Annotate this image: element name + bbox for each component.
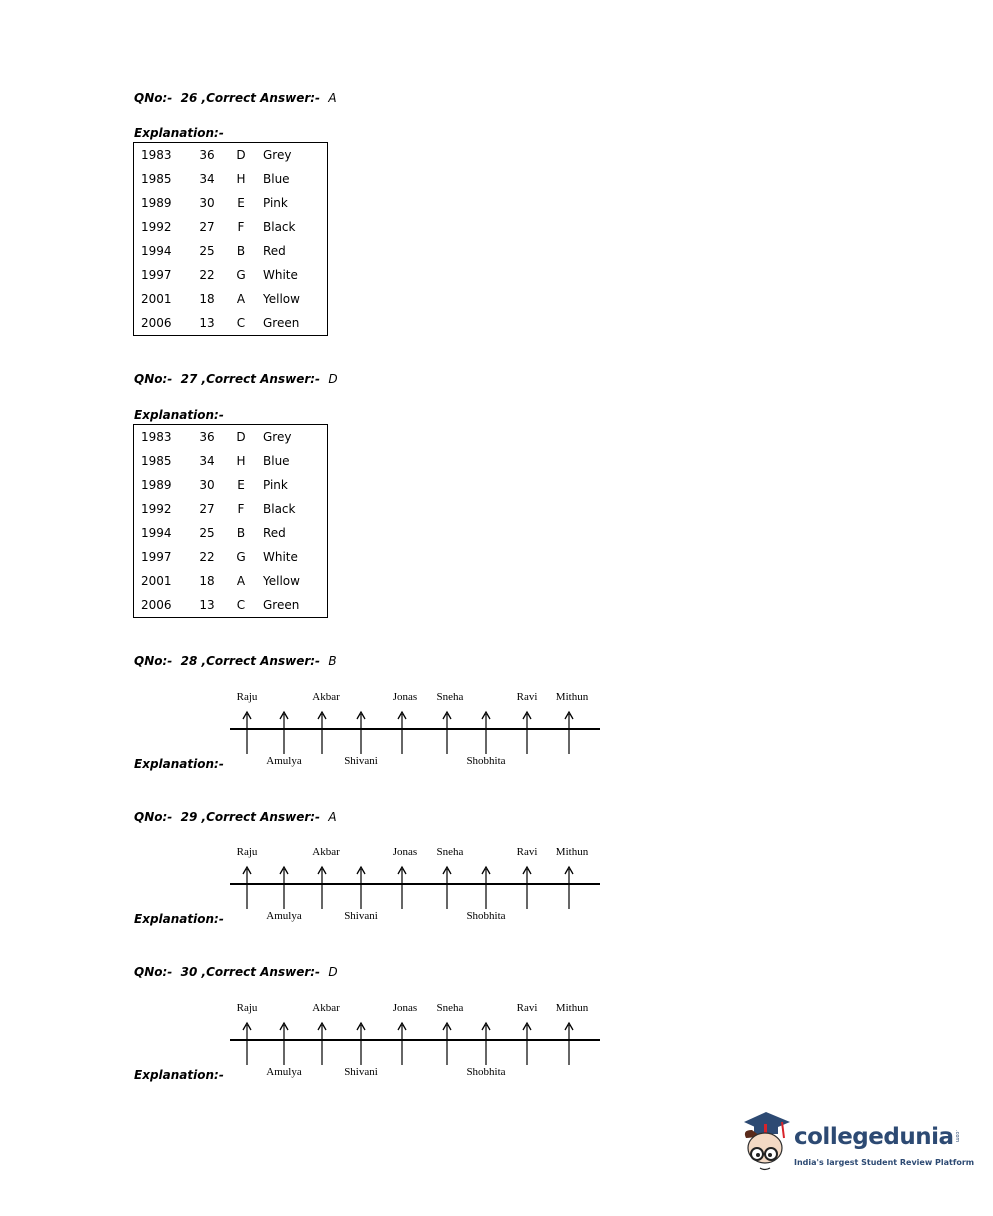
up-arrow: [523, 1023, 531, 1065]
table-row: [134, 593, 328, 618]
correct-answer-label: ,Correct Answer:-: [201, 372, 321, 386]
year-cell: 1983: [141, 148, 172, 162]
year-cell: 1997: [141, 550, 172, 564]
correct-answer-label: ,Correct Answer:-: [201, 654, 321, 668]
person-label-top: Sneha: [436, 1002, 464, 1014]
number-cell: 25: [199, 244, 215, 258]
person-label-top: Akbar: [312, 691, 340, 703]
correct-answer-value: B: [328, 654, 337, 668]
color-cell: Grey: [263, 430, 292, 444]
correct-answer-value: D: [328, 965, 338, 979]
question-30-header: [134, 965, 338, 979]
letter-cell: E: [237, 196, 245, 210]
number-cell: 25: [199, 526, 215, 540]
up-arrow: [565, 867, 573, 909]
person-label-top: Jonas: [392, 1002, 418, 1014]
number-cell: 36: [199, 430, 215, 444]
up-arrow: [523, 867, 531, 909]
table-row: [134, 287, 328, 311]
question-number: 27: [180, 372, 198, 386]
person-label-top: Raju: [236, 691, 258, 703]
letter-cell: D: [236, 148, 246, 162]
question-28-header: [134, 654, 337, 668]
year-cell: 1985: [141, 454, 172, 468]
correct-answer-value: A: [328, 91, 337, 105]
color-cell: Red: [263, 526, 286, 540]
year-cell: 1985: [141, 172, 172, 186]
table-row: [134, 569, 328, 593]
person-label-bottom: Amulya: [266, 1066, 302, 1078]
letter-cell: D: [236, 430, 246, 444]
question-number: 29: [180, 810, 198, 824]
qno-label: QNo:-: [134, 654, 173, 668]
year-cell: 2001: [141, 574, 172, 588]
correct-answer-label: ,Correct Answer:-: [201, 965, 321, 979]
up-arrow: [280, 712, 288, 754]
person-label-bottom: Shivani: [344, 910, 378, 922]
up-arrow: [243, 1023, 251, 1065]
up-arrow: [443, 1023, 451, 1065]
person-label-top: Sneha: [436, 846, 464, 858]
up-arrow: [318, 1023, 326, 1065]
number-cell: 18: [199, 574, 215, 588]
person-label-top: Raju: [236, 1002, 258, 1014]
explanation-label: Explanation:-: [134, 757, 224, 771]
seating-line-diagram: [220, 688, 610, 778]
color-cell: Pink: [263, 196, 288, 210]
year-cell: 1983: [141, 430, 172, 444]
explanation-table: [133, 424, 328, 618]
color-cell: Black: [263, 502, 296, 516]
letter-cell: G: [236, 550, 246, 564]
color-cell: White: [263, 550, 298, 564]
number-cell: 22: [199, 268, 215, 282]
correct-answer-label: ,Correct Answer:-: [201, 91, 321, 105]
letter-cell: C: [236, 316, 246, 330]
correct-answer-label: ,Correct Answer:-: [201, 810, 321, 824]
up-arrow: [482, 712, 490, 754]
question-26-header: [134, 91, 337, 105]
explanation-label: Explanation:-: [134, 912, 224, 926]
color-cell: Blue: [263, 454, 290, 468]
question-27-header: [134, 372, 338, 386]
letter-cell: G: [236, 268, 246, 282]
up-arrow: [398, 1023, 406, 1065]
table-row: [134, 449, 328, 473]
color-cell: White: [263, 268, 298, 282]
up-arrow: [318, 712, 326, 754]
up-arrow: [243, 712, 251, 754]
person-label-top: Jonas: [392, 691, 418, 703]
correct-answer-value: A: [328, 810, 337, 824]
person-label-bottom: Amulya: [266, 910, 302, 922]
person-label-top: Raju: [236, 846, 258, 858]
year-cell: 1994: [141, 244, 172, 258]
logo-domain-suffix: .com: [954, 1130, 960, 1143]
color-cell: Green: [263, 598, 300, 612]
table-row: [134, 239, 328, 263]
up-arrow: [443, 712, 451, 754]
qno-label: QNo:-: [134, 810, 173, 824]
color-cell: Yellow: [263, 292, 300, 306]
table-row: [134, 143, 328, 168]
number-cell: 30: [199, 478, 215, 492]
up-arrow: [280, 867, 288, 909]
year-cell: 2001: [141, 292, 172, 306]
table-row: [134, 311, 328, 336]
up-arrow: [357, 1023, 365, 1065]
person-label-bottom: Shobhita: [466, 755, 506, 767]
color-cell: Yellow: [263, 574, 300, 588]
number-cell: 18: [199, 292, 215, 306]
table-row: [134, 545, 328, 569]
question-number: 30: [180, 965, 198, 979]
up-arrow: [243, 867, 251, 909]
logo-tagline: India's largest Student Review Platform: [794, 1158, 975, 1167]
year-cell: 1997: [141, 268, 172, 282]
letter-cell: H: [236, 454, 246, 468]
year-cell: 1989: [141, 196, 172, 210]
person-label-bottom: Amulya: [266, 755, 302, 767]
year-cell: 1992: [141, 502, 172, 516]
explanation-table: [133, 142, 328, 336]
up-arrow: [318, 867, 326, 909]
person-label-top: Mithun: [555, 846, 589, 858]
up-arrow: [398, 712, 406, 754]
up-arrow: [398, 867, 406, 909]
question-number: 26: [180, 91, 198, 105]
number-cell: 13: [199, 316, 215, 330]
table-row: [134, 263, 328, 287]
table-row: [134, 497, 328, 521]
table-row: [134, 191, 328, 215]
explanation-label: Explanation:-: [134, 1068, 224, 1082]
year-cell: 1989: [141, 478, 172, 492]
table-row: [134, 167, 328, 191]
color-cell: Black: [263, 220, 296, 234]
qno-label: QNo:-: [134, 91, 173, 105]
table-row: [134, 215, 328, 239]
seating-line-diagram: [220, 999, 610, 1089]
up-arrow: [482, 867, 490, 909]
person-label-top: Ravi: [516, 846, 538, 858]
explanation-label: Explanation:-: [134, 126, 224, 140]
mascot-icon: [738, 1108, 794, 1178]
correct-answer-value: D: [328, 372, 338, 386]
up-arrow: [565, 712, 573, 754]
person-label-top: Ravi: [516, 1002, 538, 1014]
number-cell: 30: [199, 196, 215, 210]
question-29-header: [134, 810, 337, 824]
table-row: [134, 473, 328, 497]
up-arrow: [523, 712, 531, 754]
explanation-label: Explanation:-: [134, 408, 224, 422]
person-label-top: Sneha: [436, 691, 464, 703]
color-cell: Pink: [263, 478, 288, 492]
letter-cell: F: [237, 502, 245, 516]
person-label-top: Akbar: [312, 846, 340, 858]
number-cell: 34: [199, 172, 215, 186]
up-arrow: [565, 1023, 573, 1065]
number-cell: 34: [199, 454, 215, 468]
number-cell: 27: [199, 220, 215, 234]
letter-cell: H: [236, 172, 246, 186]
table-row: [134, 521, 328, 545]
qno-label: QNo:-: [134, 965, 173, 979]
table-row: [134, 425, 328, 450]
number-cell: 27: [199, 502, 215, 516]
up-arrow: [482, 1023, 490, 1065]
person-label-top: Ravi: [516, 691, 538, 703]
up-arrow: [357, 867, 365, 909]
letter-cell: B: [236, 244, 246, 258]
seating-line-diagram: [220, 843, 610, 933]
year-cell: 2006: [141, 598, 172, 612]
letter-cell: F: [237, 220, 245, 234]
year-cell: 1992: [141, 220, 172, 234]
collegedunia-logo[interactable]: [738, 1108, 975, 1178]
up-arrow: [443, 867, 451, 909]
year-cell: 2006: [141, 316, 172, 330]
letter-cell: E: [237, 478, 245, 492]
person-label-bottom: Shobhita: [466, 910, 506, 922]
logo-brand-text: collegedunia: [794, 1124, 954, 1150]
up-arrow: [280, 1023, 288, 1065]
letter-cell: C: [236, 598, 246, 612]
year-cell: 1994: [141, 526, 172, 540]
person-label-top: Akbar: [312, 1002, 340, 1014]
person-label-top: Jonas: [392, 846, 418, 858]
color-cell: Grey: [263, 148, 292, 162]
letter-cell: B: [236, 526, 246, 540]
person-label-bottom: Shobhita: [466, 1066, 506, 1078]
question-number: 28: [180, 654, 198, 668]
qno-label: QNo:-: [134, 372, 173, 386]
number-cell: 36: [199, 148, 215, 162]
number-cell: 22: [199, 550, 215, 564]
color-cell: Green: [263, 316, 300, 330]
letter-cell: A: [236, 574, 246, 588]
person-label-top: Mithun: [555, 1002, 589, 1014]
color-cell: Red: [263, 244, 286, 258]
letter-cell: A: [236, 292, 246, 306]
person-label-top: Mithun: [555, 691, 589, 703]
person-label-bottom: Shivani: [344, 755, 378, 767]
person-label-bottom: Shivani: [344, 1066, 378, 1078]
number-cell: 13: [199, 598, 215, 612]
color-cell: Blue: [263, 172, 290, 186]
up-arrow: [357, 712, 365, 754]
